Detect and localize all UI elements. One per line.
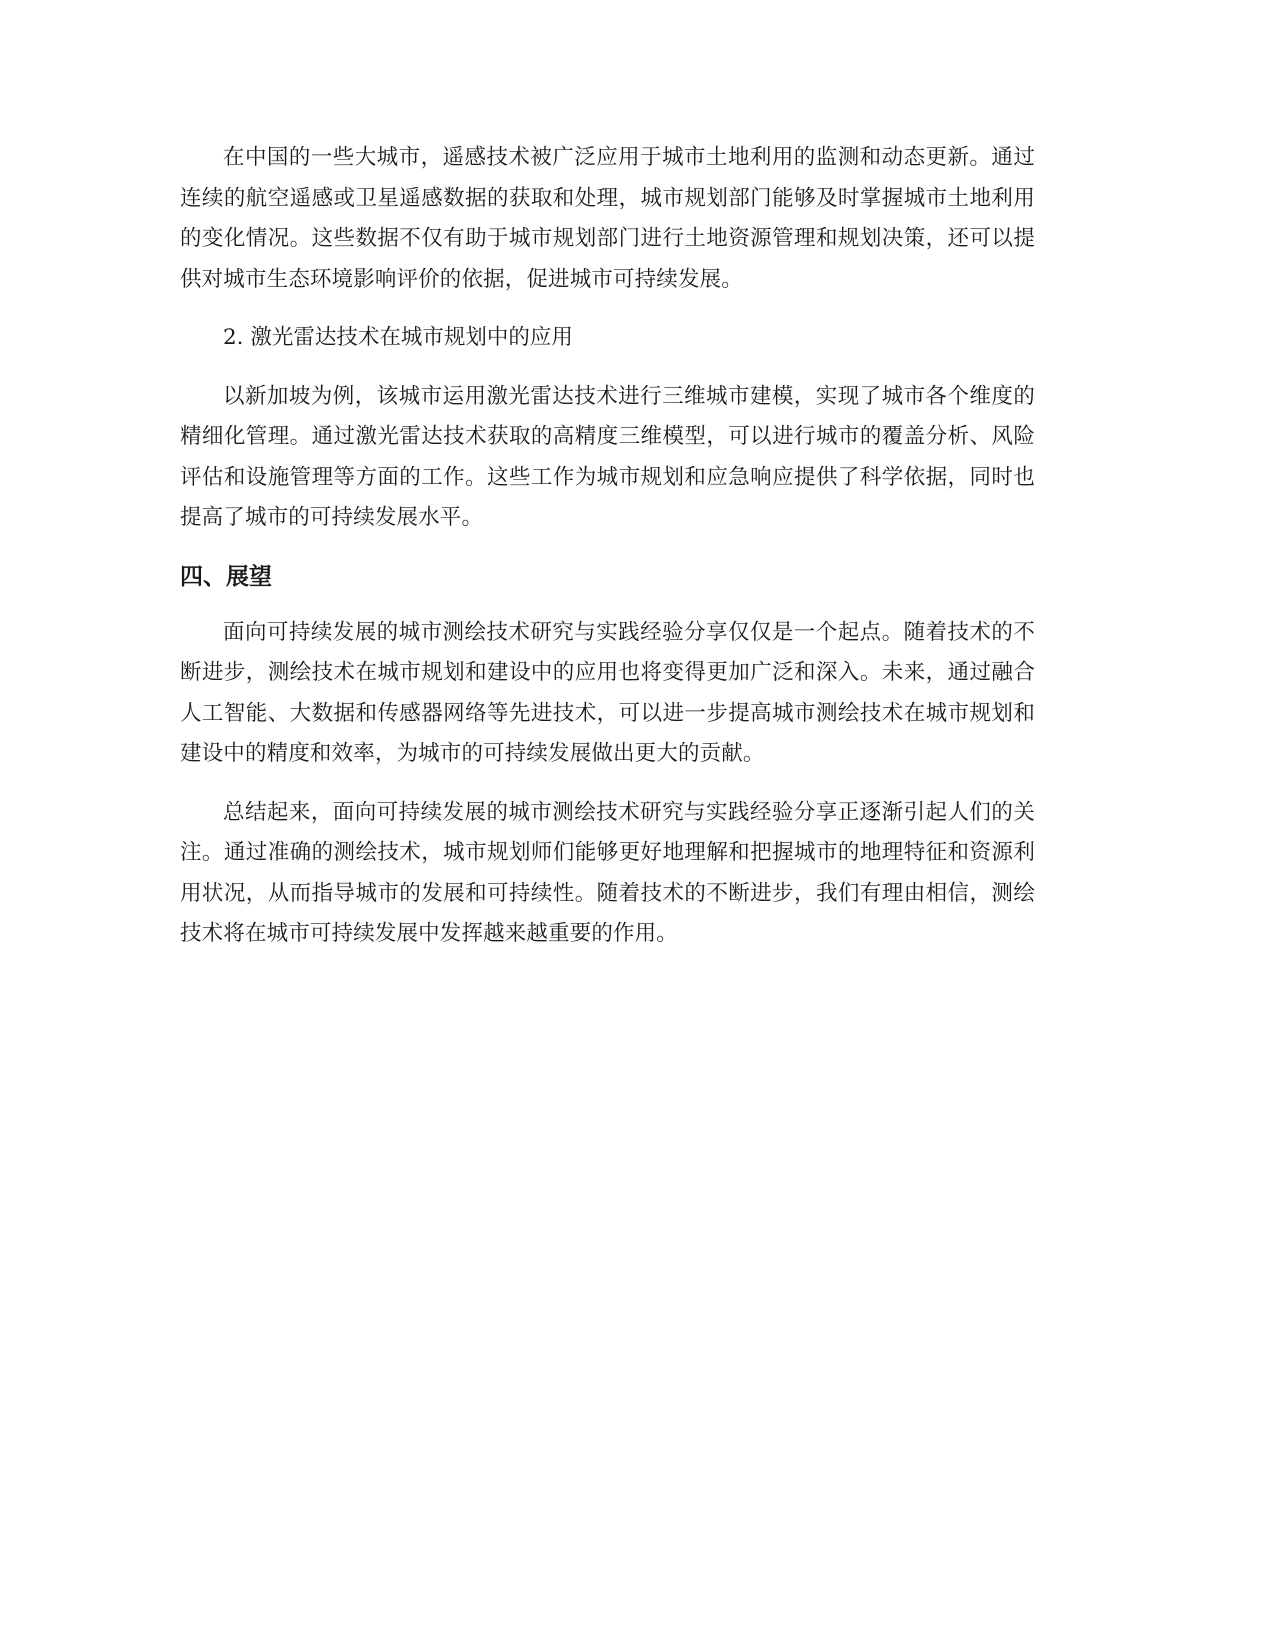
- paragraph-outlook: 面向可持续发展的城市测绘技术研究与实践经验分享仅仅是一个起点。随着技术的不断进步，测绘技术在城市规划和建设中的应用也将变得更加广泛和深入。未来，通过融合人工智能、大数据和传感器网络等先进技术，可以进一步提高城市测绘技术在城市规划和建设中的精度和效率，为城市的可持续发展做出更大的贡献。: [180, 619, 1035, 766]
- subheading-lidar: 2. 激光雷达技术在城市规划中的应用: [223, 325, 573, 350]
- paragraph-lidar: 以新加坡为例，该城市运用激光雷达技术进行三维城市建模，实现了城市各个维度的精细化管理。通过激光雷达技术获取的高精度三维模型，可以进行城市的覆盖分析、风险评估和设施管理等方面的工作。这些工作为城市规划和应急响应提供了科学依据，同时也提高了城市的可持续发展水平。: [180, 383, 1035, 530]
- paragraph-conclusion: 总结起来，面向可持续发展的城市测绘技术研究与实践经验分享正逐渐引起人们的关注。通过准确的测绘技术，城市规划师们能够更好地理解和把握城市的地理特征和资源利用状况，从而指导城市的发展和可持续性。随着技术的不断进步，我们有理由相信，测绘技术将在城市可持续发展中发挥越来越重要的作用。: [180, 799, 1035, 946]
- paragraph-remote-sensing: 在中国的一些大城市，遥感技术被广泛应用于城市土地利用的监测和动态更新。通过连续的航空遥感或卫星遥感数据的获取和处理，城市规划部门能够及时掌握城市土地利用的变化情况。这些数据不仅有助于城市规划部门进行土地资源管理和规划决策，还可以提供对城市生态环境影响评价的依据，促进城市可持续发展。: [180, 145, 1035, 292]
- document-page: [180, 138, 1035, 973]
- section-heading-outlook: 四、展望: [180, 563, 272, 590]
